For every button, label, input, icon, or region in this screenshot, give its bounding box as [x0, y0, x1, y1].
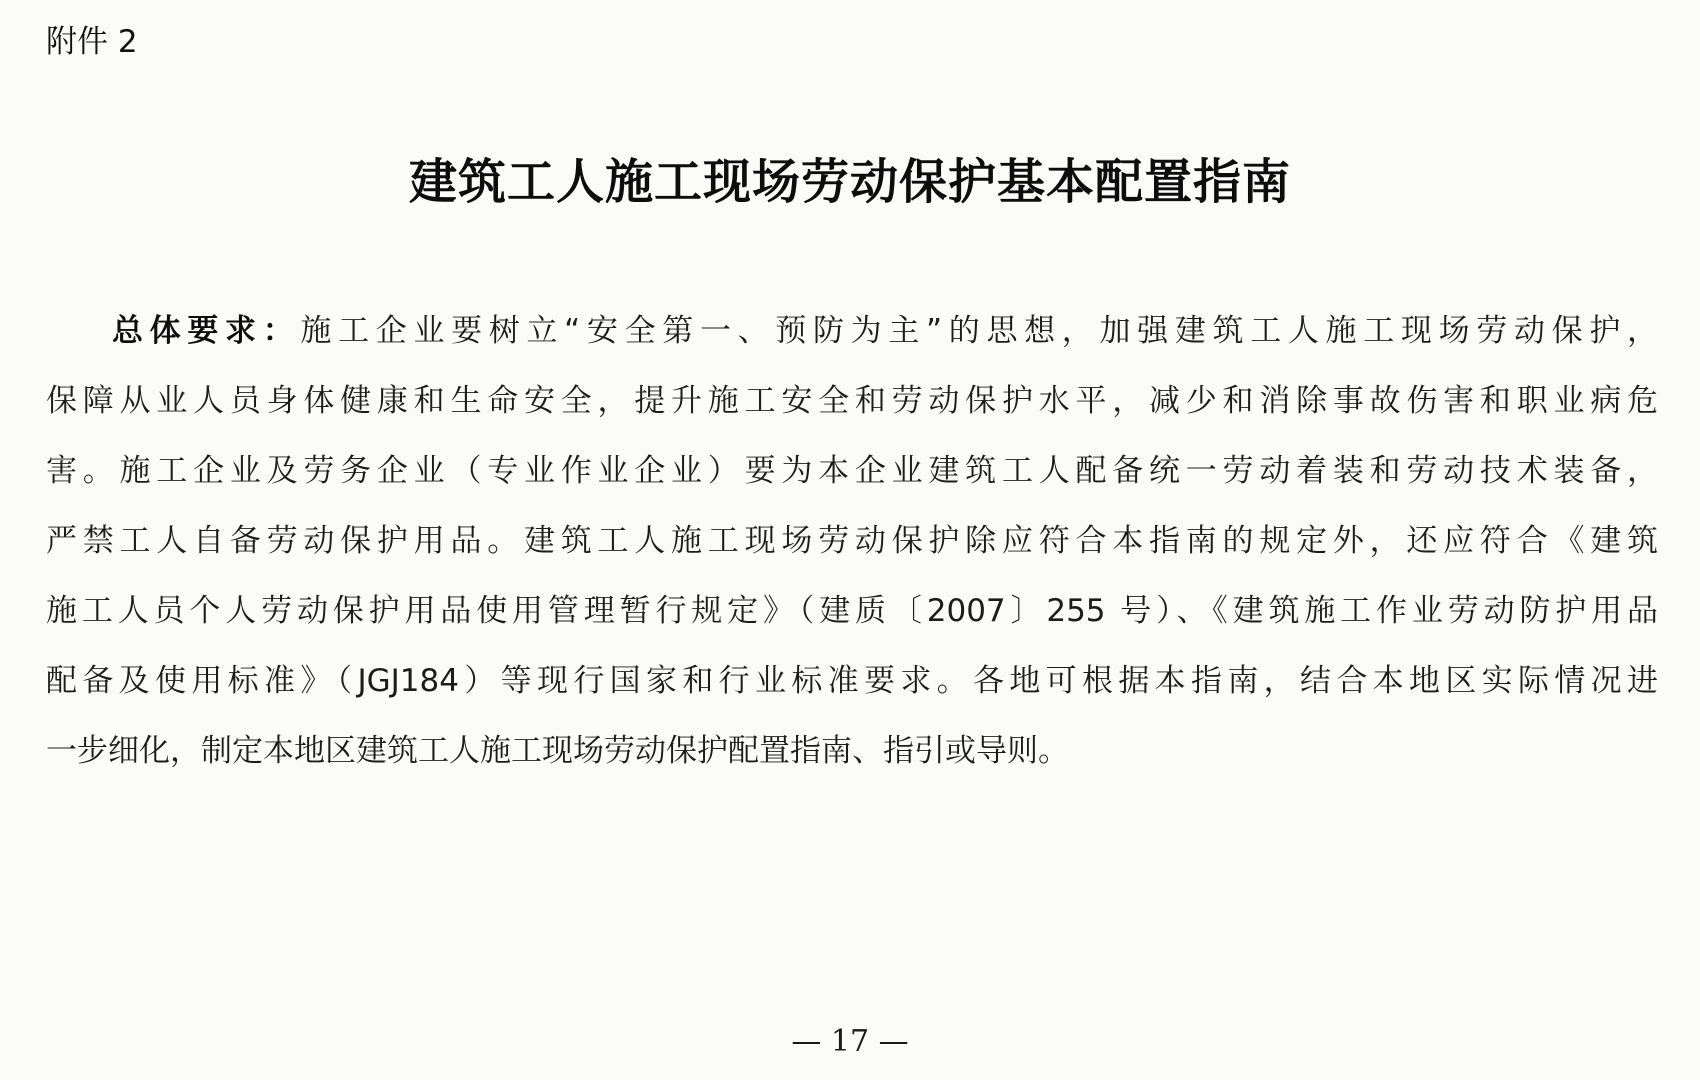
- paragraph-line-5: 施工人员个人劳动保护用品使用管理暂行规定》（建质〔2007〕255 号）、《建筑施工作业劳动防护用品: [46, 593, 1658, 629]
- paragraph-line-1: [46, 296, 1658, 366]
- paragraph-line-4: 严禁工人自备劳动保护用品。建筑工人施工现场劳动保护除应符合本指南的规定外，还应符合《建筑: [46, 523, 1658, 559]
- paragraph-line-7: 一步细化，制定本地区建筑工人施工现场劳动保护配置指南、指引或导则。: [46, 733, 1069, 769]
- paragraph-line-1-text: 施工企业要树立“安全第一、预防为主”的思想，加强建筑工人施工现场劳动保护，: [300, 313, 1658, 349]
- page-number: — 17 —: [791, 1024, 909, 1059]
- paragraph-line-3: 害。施工企业及劳务企业（专业作业企业）要为本企业建筑工人配备统一劳动着装和劳动技术装备，: [46, 453, 1658, 489]
- general-requirements-label: 总体要求：: [112, 313, 301, 349]
- body-paragraph: [46, 296, 1658, 786]
- paragraph-line-2: 保障从业人员身体健康和生命安全，提升施工安全和劳动保护水平，减少和消除事故伤害和职业病危: [46, 383, 1658, 419]
- paragraph-line-6: 配备及使用标准》（JGJ184）等现行国家和行业标准要求。各地可根据本指南，结合本地区实际情况进: [46, 663, 1658, 699]
- document-title: 建筑工人施工现场劳动保护基本配置指南: [408, 154, 1291, 210]
- attachment-label: 附件 2: [46, 24, 138, 60]
